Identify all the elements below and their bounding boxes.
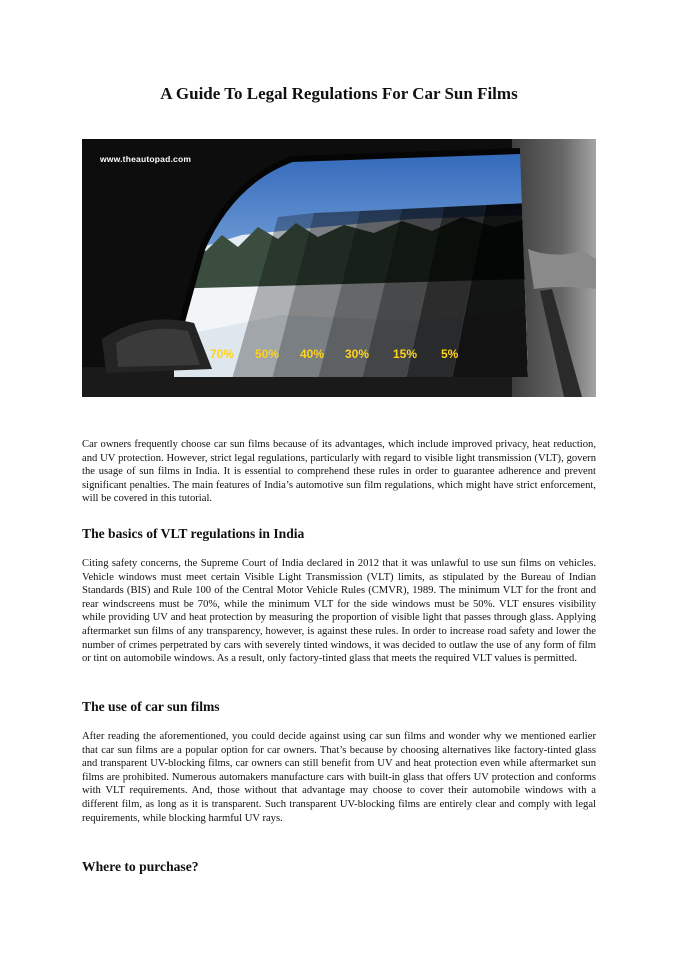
tint-label-15: 15% — [393, 347, 418, 361]
section-heading-use-of-films: The use of car sun films — [82, 699, 220, 714]
section-body-use-of-films: After reading the aforementioned, you could decide against using car sun films and wonder why we mentioned earlier that car sun films are a popular option for car owners. That’s because by choosing alternatives like factory-tinted glass and transparent UV-blocking films, car owners can still benefit from UV and heat protection even while aftermarket sun films are prohibited. Numerous automakers manufacture cars with built-in glass that offers UV protection and conforms with VLT requirements. And, those without that advantage may choose to cover their automobile windows with a different film, as long as it is transparent. Such transparent UV-blocking films are entirely clear and comply with legal requirements, while blocking harmful UV rays. — [82, 731, 596, 824]
intro-paragraph: Car owners frequently choose car sun films because of its advantages, which include improved privacy, heat reduction, and UV protection. However, strict legal regulations, particularly with regard to visible light transmission (VLT), govern the usage of sun films in India. It is essential to comprehend these rules in order to guarantee adherence and prevent significant penalties. The main features of India’s automotive sun film regulations, which might have strict enforcement, will be covered in this tutorial. — [82, 439, 596, 505]
section-heading-vlt-basics: The basics of VLT regulations in India — [82, 526, 305, 541]
section-heading-where-to-purchase: Where to purchase? — [82, 859, 199, 874]
tint-label-70: 70% — [210, 347, 235, 361]
car-window-illustration — [82, 139, 596, 397]
section-body-vlt-basics: Citing safety concerns, the Supreme Court of India declared in 2012 that it was unlawful to use sun films on vehicles. Vehicle windows must meet certain Visible Light Transmission (VLT) limits, as stipulated by the Bureau of Indian Standards (BIS) and Rule 100 of the Central Motor Vehicle Rules (CMVR), 1989. The minimum VLT for the front and rear windscreens must be 70%, while the minimum VLT for the side windows must be 50%. VLT ensures visibility while providing UV and heat protection by measuring the proportion of visible light that passes through glass. Applying aftermarket sun films of any transparency, however, is against these rules. In order to increase road safety and lower the number of crimes perpetrated by cars with severely tinted windows, it was decided to outlaw the use of any form of film or tint on automobile windows. As a result, only factory-tinted glass that meets the required VLT values is permitted. — [82, 558, 596, 665]
tint-label-30: 30% — [345, 347, 370, 361]
tint-label-5: 5% — [441, 347, 459, 361]
page-title: A Guide To Legal Regulations For Car Sun Films — [160, 84, 518, 103]
watermark-text: www.theautopad.com — [100, 154, 192, 164]
tint-label-50: 50% — [255, 347, 280, 361]
window-tint-photo — [82, 139, 596, 397]
tint-label-40: 40% — [300, 347, 325, 361]
